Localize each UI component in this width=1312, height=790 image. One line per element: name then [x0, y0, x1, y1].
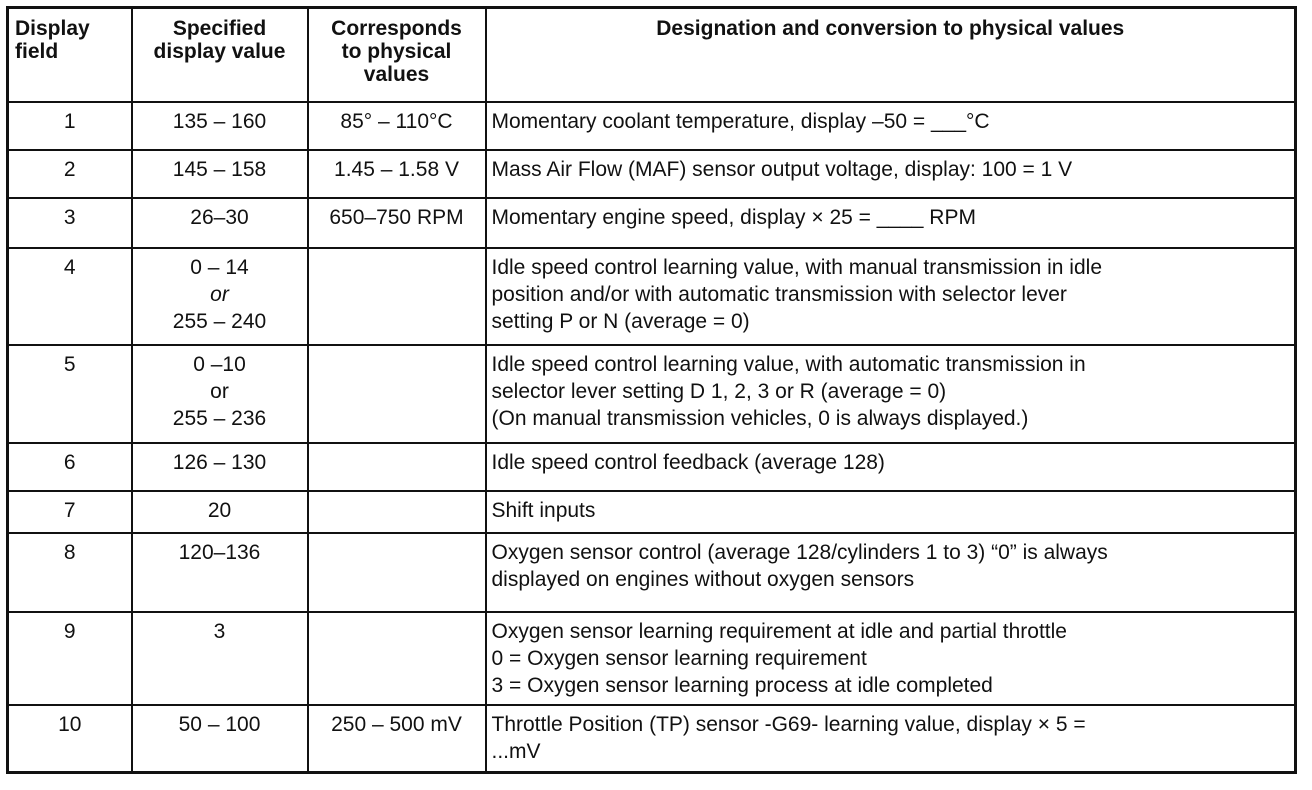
header-specified-display-value: [132, 8, 308, 102]
cell-designation: [486, 491, 1296, 533]
table-row: [8, 198, 1296, 248]
cell-display-field: 1: [8, 102, 132, 150]
header-corresponds-line3: values: [363, 63, 430, 86]
specified-value-line: or: [210, 379, 229, 403]
designation-line: selector lever setting D 1, 2, 3 or R (average = 0): [491, 379, 947, 403]
header-corresponds-to-physical-values: [308, 8, 486, 102]
header-specified-line1: Specified: [172, 17, 267, 40]
cell-specified-value: [132, 248, 308, 345]
cell-specified-value: [132, 491, 308, 533]
cell-physical-value: [308, 612, 486, 705]
table-row: [8, 345, 1296, 443]
cell-display-field: 5: [8, 345, 132, 443]
designation-line: Shift inputs: [491, 498, 596, 522]
specified-value-line: 126 – 130: [172, 450, 267, 474]
document-page: [6, 6, 1297, 774]
cell-designation: [486, 150, 1296, 198]
designation-line: Momentary engine speed, display × 25 = ____ RPM: [491, 205, 976, 229]
cell-physical-value: [308, 533, 486, 612]
specified-value-line: 255 – 240: [172, 309, 267, 333]
table-row: [8, 102, 1296, 150]
cell-specified-value: [132, 198, 308, 248]
designation-line: Oxygen sensor learning requirement at idle and partial throttle: [491, 619, 1067, 643]
designation-line: setting P or N (average = 0): [491, 309, 750, 333]
cell-display-field: 9: [8, 612, 132, 705]
header-display-field-line1: Display: [15, 17, 90, 40]
cell-specified-value: [132, 345, 308, 443]
cell-designation: [486, 198, 1296, 248]
table-row: [8, 443, 1296, 491]
cell-designation: [486, 248, 1296, 345]
cell-physical-value: 650–750 RPM: [308, 198, 486, 248]
cell-designation: [486, 705, 1296, 773]
specified-value-line: or: [210, 282, 229, 306]
designation-line: 0 = Oxygen sensor learning requirement: [491, 646, 867, 670]
designation-line: Mass Air Flow (MAF) sensor output voltage, display: 100 = 1 V: [491, 157, 1073, 181]
cell-physical-value: [308, 248, 486, 345]
designation-line: Momentary coolant temperature, display –50 = ___°C: [491, 109, 990, 133]
specified-value-line: 3: [213, 619, 226, 643]
cell-specified-value: [132, 533, 308, 612]
cell-designation: [486, 443, 1296, 491]
cell-physical-value: [308, 443, 486, 491]
cell-display-field: 10: [8, 705, 132, 773]
specified-value-line: 20: [207, 498, 232, 522]
designation-line: 3 = Oxygen sensor learning process at idle completed: [491, 673, 993, 697]
specified-value-line: 50 – 100: [178, 712, 261, 736]
cell-specified-value: [132, 102, 308, 150]
designation-line: position and/or with automatic transmission with selector lever: [491, 282, 1067, 306]
cell-display-field: 4: [8, 248, 132, 345]
cell-display-field: 2: [8, 150, 132, 198]
cell-physical-value: [308, 345, 486, 443]
display-values-table: [6, 6, 1297, 774]
designation-line: (On manual transmission vehicles, 0 is always displayed.): [491, 406, 1029, 430]
table-row: [8, 491, 1296, 533]
cell-display-field: 7: [8, 491, 132, 533]
cell-display-field: 6: [8, 443, 132, 491]
header-display-field: [8, 8, 132, 102]
designation-line: Oxygen sensor control (average 128/cylinders 1 to 3) “0” is always: [491, 540, 1108, 564]
header-corresponds-line1: Corresponds: [331, 17, 462, 40]
table-row: [8, 705, 1296, 773]
specified-value-line: 0 – 14: [190, 255, 249, 279]
header-designation: Designation and conversion to physical values: [486, 8, 1296, 102]
cell-designation: [486, 533, 1296, 612]
cell-physical-value: 85° – 110°C: [308, 102, 486, 150]
specified-value-line: 26–30: [190, 205, 249, 229]
header-row: [8, 8, 1296, 102]
designation-line: displayed on engines without oxygen sensors: [491, 567, 915, 591]
cell-designation: [486, 345, 1296, 443]
cell-display-field: 8: [8, 533, 132, 612]
specified-value-line: 145 – 158: [172, 157, 267, 181]
header-corresponds-line2: to physical: [341, 40, 452, 63]
cell-specified-value: [132, 443, 308, 491]
specified-value-line: 255 – 236: [172, 406, 267, 430]
cell-physical-value: [308, 491, 486, 533]
cell-physical-value: 250 – 500 mV: [308, 705, 486, 773]
cell-physical-value: 1.45 – 1.58 V: [308, 150, 486, 198]
header-display-field-line2: field: [15, 40, 59, 63]
table-row: [8, 533, 1296, 612]
designation-line: Idle speed control learning value, with automatic transmission in: [491, 352, 1086, 376]
table-row: [8, 612, 1296, 705]
cell-specified-value: [132, 612, 308, 705]
cell-specified-value: [132, 705, 308, 773]
designation-line: ...mV: [491, 739, 541, 763]
designation-line: Throttle Position (TP) sensor -G69- learning value, display × 5 =: [491, 712, 1086, 736]
designation-line: Idle speed control feedback (average 128): [491, 450, 885, 474]
designation-line: Idle speed control learning value, with manual transmission in idle: [491, 255, 1102, 279]
cell-specified-value: [132, 150, 308, 198]
cell-display-field: 3: [8, 198, 132, 248]
cell-designation: [486, 102, 1296, 150]
specified-value-line: 135 – 160: [172, 109, 267, 133]
specified-value-line: 0 –10: [193, 352, 246, 376]
header-specified-line2: display value: [153, 40, 286, 63]
cell-designation: [486, 612, 1296, 705]
specified-value-line: 120–136: [178, 540, 261, 564]
table-row: [8, 248, 1296, 345]
table-row: [8, 150, 1296, 198]
